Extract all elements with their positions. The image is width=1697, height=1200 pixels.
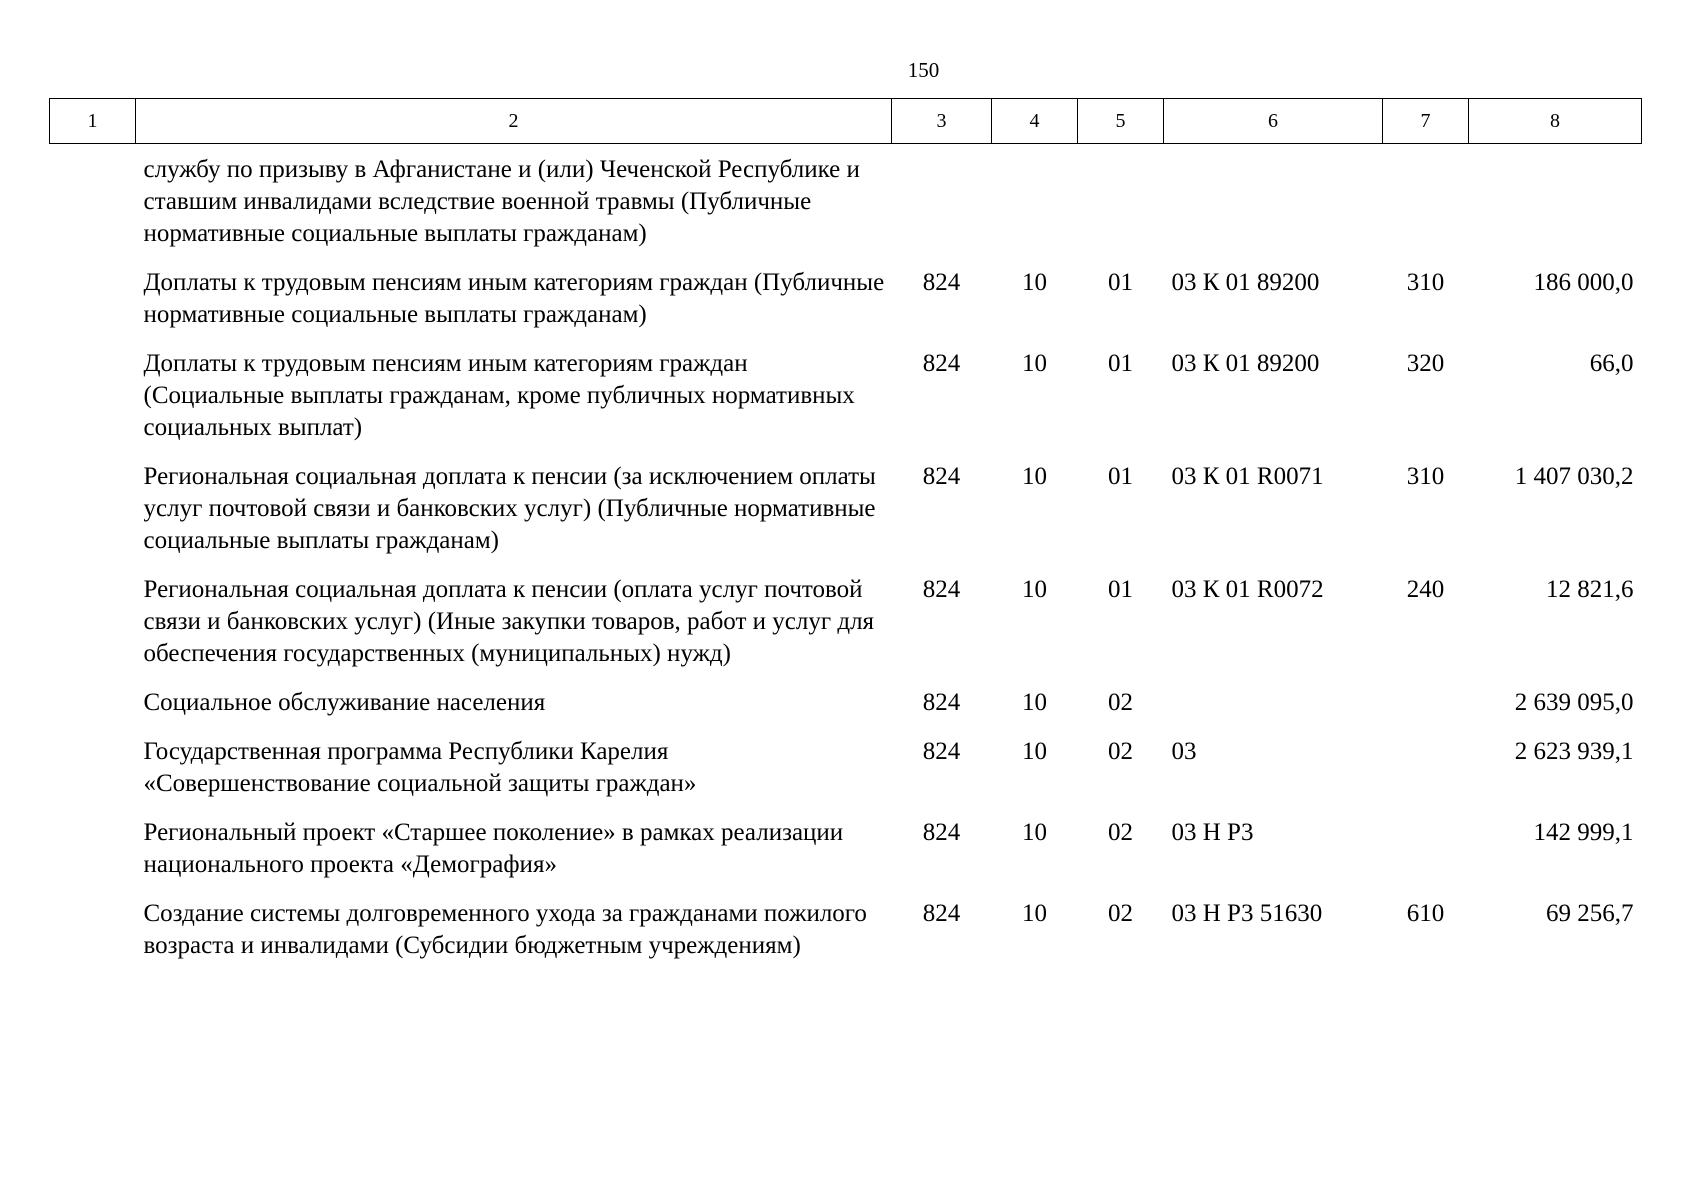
table-row <box>50 898 1642 979</box>
expense-name: Доплаты к трудовым пенсиям иным категориям граждан (Социальные выплаты гражданам, кроме публичных нормативных социальных выплат) <box>143 350 855 441</box>
amount-value: 66,0 <box>1589 350 1634 377</box>
header-col-3: 3 <box>892 99 992 144</box>
table-row <box>50 267 1642 348</box>
expense-name: службу по призыву в Афганистане и (или) Чеченской Республике и ставшим инвалидами вследствие военной травмы (Публичные нормативные социальные выплаты гражданам) <box>143 156 860 247</box>
row-number-cell <box>50 267 136 348</box>
amount-value: 1 407 030,2 <box>1514 463 1634 490</box>
expense-name: Региональная социальная доплата к пенсии (оплата услуг почтовой связи и банковских услуг) (Иные закупки товаров, работ и услуг для обеспечения государственных (муниципальных) нужд) <box>143 576 875 667</box>
expense-name: Региональный проект «Старшее поколение» в рамках реализации национального проекта «Демография» <box>143 819 844 878</box>
table-row <box>50 687 1642 736</box>
table-row <box>50 461 1642 574</box>
section-code: 10 <box>1022 350 1047 377</box>
header-row <box>50 99 1642 144</box>
row-number-cell <box>50 736 136 817</box>
table-header <box>50 99 1642 144</box>
target-article-code: 03 Н Р3 51630 <box>1171 900 1323 927</box>
subsection-code <box>1078 144 1164 268</box>
expense-type-code <box>1383 144 1469 268</box>
expense-type-code <box>1383 736 1469 817</box>
expense-name: Региональная социальная доплата к пенсии (за исключением оплаты услуг почтовой связи и банковских услуг) (Публичные нормативные социальные выплаты гражданам) <box>143 463 876 554</box>
table-body <box>50 144 1642 980</box>
expense-type-code: 310 <box>1406 463 1445 490</box>
row-number-cell <box>50 574 136 687</box>
ministry-code: 824 <box>922 900 961 927</box>
table-row <box>50 736 1642 817</box>
subsection-code: 02 <box>1108 900 1133 927</box>
ministry-code: 824 <box>922 350 961 377</box>
subsection-code: 01 <box>1108 463 1133 490</box>
row-number-cell <box>50 898 136 979</box>
ministry-code: 824 <box>922 576 961 603</box>
table-row <box>50 348 1642 461</box>
ministry-code: 824 <box>922 269 961 296</box>
expense-type-code: 320 <box>1406 350 1445 377</box>
page-number <box>0 58 1697 83</box>
section-code: 10 <box>1022 463 1047 490</box>
target-article-code: 03 К 01 89200 <box>1171 350 1320 377</box>
amount-value <box>1469 144 1642 268</box>
header-col-5: 5 <box>1078 99 1164 144</box>
row-number-cell <box>50 817 136 898</box>
amount-value: 12 821,6 <box>1546 576 1634 603</box>
ministry-code: 824 <box>922 463 961 490</box>
expense-type-code: 610 <box>1406 900 1445 927</box>
subsection-code: 02 <box>1108 689 1133 716</box>
expense-type-code: 310 <box>1406 269 1445 296</box>
table-row <box>50 817 1642 898</box>
ministry-code: 824 <box>922 689 961 716</box>
header-col-4: 4 <box>992 99 1078 144</box>
row-number-cell <box>50 348 136 461</box>
subsection-code: 01 <box>1108 576 1133 603</box>
section-code <box>992 144 1078 268</box>
target-article-code: 03 К 01 R0071 <box>1171 463 1324 490</box>
expense-name: Государственная программа Республики Карелия «Совершенствование социальной защиты граждан» <box>143 738 697 797</box>
target-article-code <box>1164 687 1383 736</box>
header-col-1: 1 <box>50 99 136 144</box>
section-code: 10 <box>1022 900 1047 927</box>
subsection-code: 02 <box>1108 738 1133 765</box>
amount-value: 2 639 095,0 <box>1514 689 1634 716</box>
header-col-7: 7 <box>1383 99 1469 144</box>
subsection-code: 01 <box>1108 269 1133 296</box>
page-number-text: 150 <box>907 58 940 82</box>
target-article-code: 03 <box>1171 738 1197 765</box>
row-number-cell <box>50 687 136 736</box>
expense-type-code <box>1383 817 1469 898</box>
section-code: 10 <box>1022 689 1047 716</box>
amount-value: 69 256,7 <box>1546 900 1634 927</box>
target-article-code: 03 Н Р3 <box>1171 819 1254 846</box>
amount-value: 186 000,0 <box>1533 269 1634 296</box>
section-code: 10 <box>1022 819 1047 846</box>
header-col-2: 2 <box>136 99 892 144</box>
header-col-8: 8 <box>1469 99 1642 144</box>
row-number-cell <box>50 144 136 268</box>
ministry-code <box>892 144 992 268</box>
subsection-code: 02 <box>1108 819 1133 846</box>
budget-table <box>49 98 1642 979</box>
subsection-code: 01 <box>1108 350 1133 377</box>
table-row <box>50 574 1642 687</box>
target-article-code: 03 К 01 89200 <box>1171 269 1320 296</box>
section-code: 10 <box>1022 738 1047 765</box>
amount-value: 2 623 939,1 <box>1514 738 1634 765</box>
amount-value: 142 999,1 <box>1533 819 1634 846</box>
ministry-code: 824 <box>922 738 961 765</box>
target-article-code <box>1164 144 1383 268</box>
section-code: 10 <box>1022 269 1047 296</box>
expense-name: Создание системы долговременного ухода за гражданами пожилого возраста и инвалидами (Субсидии бюджетным учреждениям) <box>143 900 867 959</box>
expense-type-code: 240 <box>1406 576 1445 603</box>
ministry-code: 824 <box>922 819 961 846</box>
expense-name: Доплаты к трудовым пенсиям иным категориям граждан (Публичные нормативные социальные выплаты гражданам) <box>143 269 885 328</box>
row-number-cell <box>50 461 136 574</box>
header-col-6: 6 <box>1164 99 1383 144</box>
section-code: 10 <box>1022 576 1047 603</box>
expense-type-code <box>1383 687 1469 736</box>
target-article-code: 03 К 01 R0072 <box>1171 576 1324 603</box>
expense-name: Социальное обслуживание населения <box>143 689 546 716</box>
table-row <box>50 144 1642 268</box>
